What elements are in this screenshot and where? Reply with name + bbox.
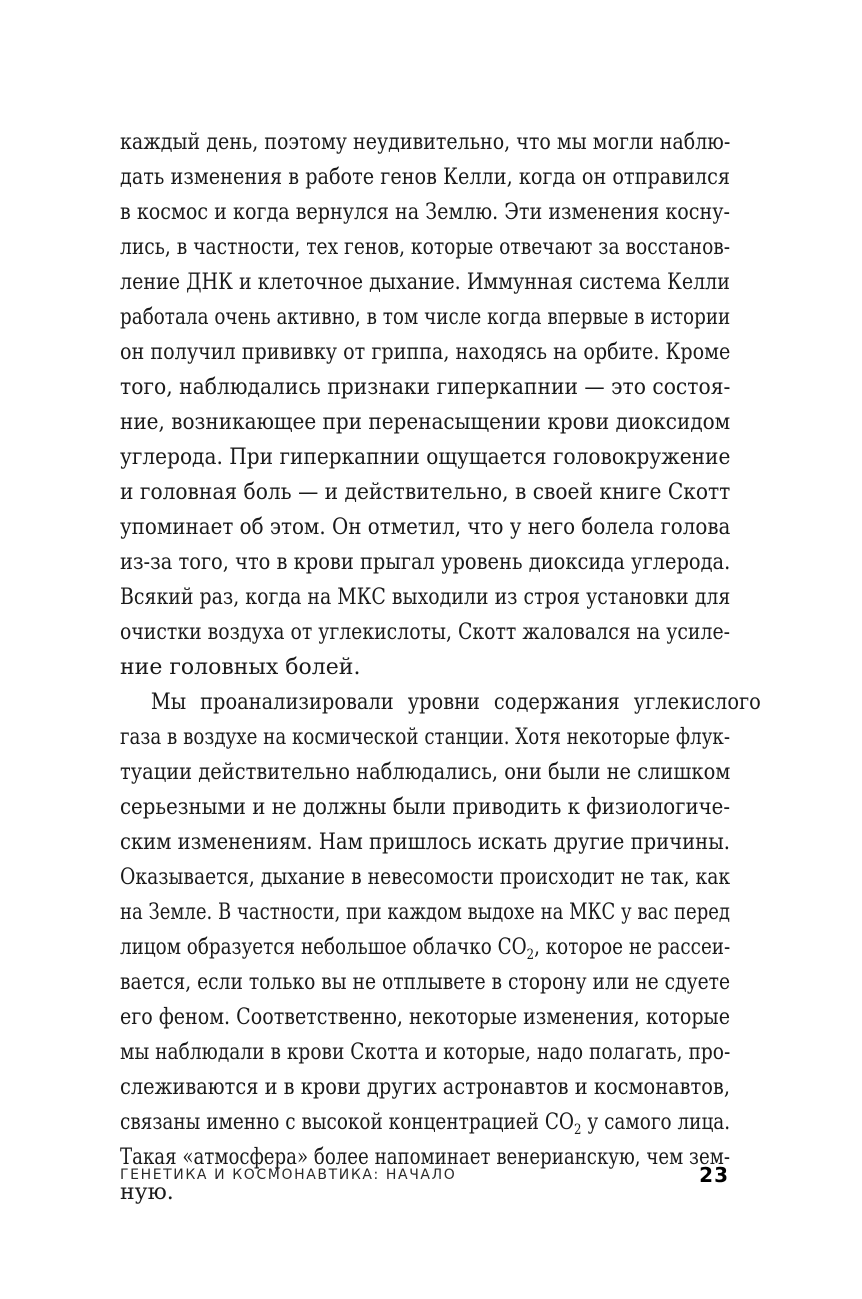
text-line: слеживаются и в крови других астронавтов и космонавтов, <box>120 1075 730 1100</box>
text-line: из-за того, что в крови прыгал уровень диоксида углерода. <box>120 550 731 575</box>
text-line: лись, в частности, тех генов, которые отвечают за восстанов- <box>120 235 731 260</box>
text-line: очистки воздуха от углекислоты, Скотт жаловался на усиле- <box>120 620 730 645</box>
page-number: 23 <box>699 1163 729 1187</box>
running-title: ГЕНЕТИКА И КОСМОНАВТИКА: НАЧАЛО <box>120 1167 457 1183</box>
body-text <box>120 125 761 1210</box>
text-line: ную. <box>120 1180 174 1205</box>
text-line: газа в воздухе на космической станции. Хотя некоторые флук- <box>120 725 730 750</box>
text-line: на Земле. В частности, при каждом выдохе на МКС у вас перед <box>120 900 731 925</box>
text-line: каждый день, поэтому неудивительно, что мы могли наблю- <box>120 130 731 155</box>
text-line: он получил прививку от гриппа, находясь на орбите. Кроме <box>120 340 731 365</box>
text-line: мы наблюдали в крови Скотта и которые, надо полагать, про- <box>120 1040 731 1065</box>
subscript: 2 <box>526 947 535 963</box>
text-line: Такая «атмосфера» более напоминает венерианскую, чем зем- <box>120 1145 730 1170</box>
text-line: ние, возникающее при перенасыщении крови диоксидом <box>120 410 731 435</box>
text-line: ние головных болей. <box>120 655 361 680</box>
text-line: работала очень активно, в том числе когда впервые в истории <box>120 305 731 330</box>
text-line: того, наблюдались признаки гиперкапнии — это состоя- <box>120 375 731 400</box>
text-line: его феном. Соответственно, некоторые изменения, которые <box>120 1005 731 1030</box>
text-line <box>120 1105 730 1140</box>
text-line: дать изменения в работе генов Келли, когда он отправился <box>120 165 730 190</box>
text-line: туации действительно наблюдались, они были не слишком <box>120 760 731 785</box>
text-line: в космос и когда вернулся на Землю. Эти изменения косну- <box>120 200 730 225</box>
text-line: упоминает об этом. Он отметил, что у него болела голова <box>120 515 731 540</box>
text-line: Всякий раз, когда на МКС выходили из строя установки для <box>120 585 731 610</box>
text-segment: связаны именно с высокой концентрацией CO <box>120 1110 575 1135</box>
text-line: и головная боль — и действительно, в своей книге Скотт <box>120 480 731 505</box>
subscript: 2 <box>574 1122 582 1138</box>
text-line: ским изменениям. Нам пришлось искать другие причины. <box>120 830 730 855</box>
text-line: серьезными и не должны были приводить к физиологиче- <box>120 795 731 820</box>
text-line: вается, если только вы не отплывете в сторону или не сдуете <box>120 970 730 995</box>
text-line: Оказывается, дыхание в невесомости происходит не так, как <box>120 865 731 890</box>
paragraph-first-line: Мы проанализировали уровни содержания углекислого <box>150 690 761 715</box>
text-line: углерода. При гиперкапнии ощущается головокружение <box>120 445 731 470</box>
text-line: ление ДНК и клеточное дыхание. Иммунная система Келли <box>120 270 730 295</box>
text-segment: , которое не рассеи- <box>534 935 731 960</box>
text-segment: лицом образуется небольшое облачко CO <box>120 935 527 960</box>
text-segment: у самого лица. <box>581 1110 731 1135</box>
text-line <box>120 930 730 965</box>
